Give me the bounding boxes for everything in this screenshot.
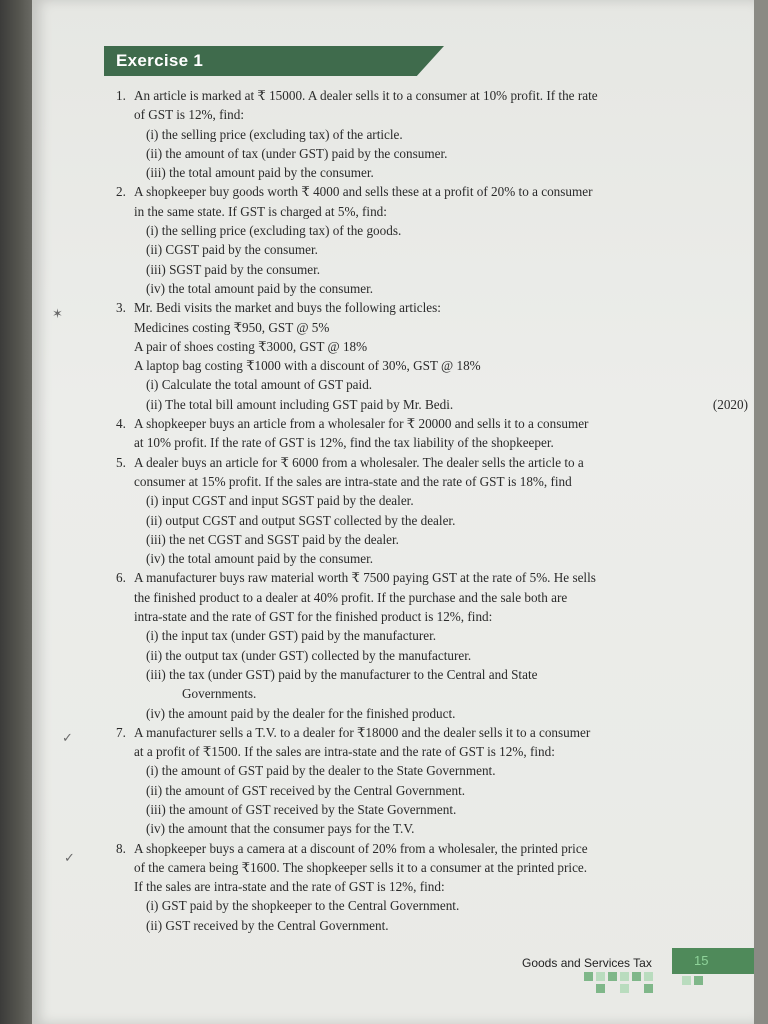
purchase-item: Medicines costing ₹950, GST @ 5% xyxy=(134,319,330,335)
question-5 xyxy=(116,453,748,569)
question-number: 3. xyxy=(116,300,126,316)
question-2 xyxy=(116,182,748,298)
question-number: 8. xyxy=(116,840,126,856)
sub-question: (i) the selling price (excluding tax) of the article. xyxy=(146,126,403,142)
exercise-title: Exercise 1 xyxy=(116,51,204,70)
sub-question: (i) Calculate the total amount of GST paid. xyxy=(146,377,373,393)
question-text: at a profit of ₹1500. If the sales are intra-state and the rate of GST is 12%, find: xyxy=(134,744,555,760)
exam-year: (2020) xyxy=(712,396,748,412)
sub-question: (iv) the amount paid by the dealer for the finished product. xyxy=(146,705,456,721)
decorative-square xyxy=(596,972,605,981)
question-text: A manufacturer buys raw material worth ₹ 7500 paying GST at the rate of 5%. He sells xyxy=(134,570,596,586)
sub-question: (ii) CGST paid by the consumer. xyxy=(146,242,318,258)
question-text: the finished product to a dealer at 40% profit. If the purchase and the sale both are xyxy=(134,589,568,605)
chapter-name: Goods and Services Tax xyxy=(522,956,652,970)
question-7 xyxy=(116,723,748,839)
decorative-square xyxy=(632,972,641,981)
sub-question: (i) the amount of GST paid by the dealer to the State Government. xyxy=(146,763,496,779)
question-text: of the camera being ₹1600. The shopkeeper sells it to a consumer at the printed price. xyxy=(134,859,588,875)
question-text: A shopkeeper buys an article from a wholesaler for ₹ 20000 and sells it to a consumer xyxy=(134,416,589,432)
pen-tick-icon: ✓ xyxy=(64,851,75,866)
pen-tick-icon: ✓ xyxy=(62,731,73,746)
question-6 xyxy=(116,568,748,722)
question-3 xyxy=(116,298,748,414)
sub-question: (ii) the amount of GST received by the Central Government. xyxy=(146,782,466,798)
question-4 xyxy=(116,414,748,453)
sub-question: (iii) SGST paid by the consumer. xyxy=(146,261,321,277)
sub-question: (iii) the amount of GST received by the State Government. xyxy=(146,801,457,817)
textbook-page xyxy=(32,0,754,1024)
question-1 xyxy=(116,86,748,182)
sub-question: (iii) the tax (under GST) paid by the manufacturer to the Central and State xyxy=(146,666,538,682)
sub-question: (iv) the total amount paid by the consumer. xyxy=(146,551,374,567)
question-text: If the sales are intra-state and the rate of GST is 12%, find: xyxy=(134,879,445,895)
purchase-item: A pair of shoes costing ₹3000, GST @ 18% xyxy=(134,338,368,354)
decorative-square xyxy=(584,972,593,981)
page-edge xyxy=(754,0,768,1024)
sub-question: (iii) the net CGST and SGST paid by the dealer. xyxy=(146,531,399,547)
pen-mark-icon: ✶ xyxy=(52,307,63,322)
decorative-square xyxy=(620,984,629,993)
sub-question: (i) the input tax (under GST) paid by the manufacturer. xyxy=(146,628,437,644)
question-8 xyxy=(116,839,748,935)
sub-question: (i) input CGST and input SGST paid by the dealer. xyxy=(146,493,414,509)
question-number: 2. xyxy=(116,184,126,200)
question-number: 6. xyxy=(116,570,126,586)
sub-question-text: (ii) The total bill amount including GST paid by Mr. Bedi. xyxy=(146,396,454,412)
book-spine-shadow xyxy=(0,0,32,1024)
decorative-square xyxy=(596,984,605,993)
sub-question: (iv) the amount that the consumer pays for the T.V. xyxy=(146,821,415,837)
question-text: A shopkeeper buys a camera at a discount of 20% from a wholesaler, the printed price xyxy=(134,840,588,856)
sub-question: (ii) GST received by the Central Government. xyxy=(146,917,389,933)
decorative-square xyxy=(644,984,653,993)
page-footer xyxy=(32,946,754,986)
sub-question: (i) GST paid by the shopkeeper to the Central Government. xyxy=(146,898,460,914)
question-text: A manufacturer sells a T.V. to a dealer for ₹18000 and the dealer sells it to a consumer xyxy=(134,724,591,740)
sub-question: (ii) the amount of tax (under GST) paid by the consumer. xyxy=(146,145,448,161)
question-number: 5. xyxy=(116,454,126,470)
decorative-square xyxy=(608,972,617,981)
question-text: in the same state. If GST is charged at 5%, find: xyxy=(134,203,387,219)
question-text: Mr. Bedi visits the market and buys the following articles: xyxy=(134,300,441,316)
question-number: 7. xyxy=(116,724,126,740)
question-text: at 10% profit. If the rate of GST is 12%, find the tax liability of the shopkeeper. xyxy=(134,435,554,451)
sub-question: Governments. xyxy=(182,686,257,702)
question-number: 1. xyxy=(116,88,126,103)
question-text: consumer at 15% profit. If the sales are intra-state and the rate of GST is 18%, find xyxy=(134,473,572,489)
sub-question: (ii) output CGST and output SGST collected by the dealer. xyxy=(146,512,456,528)
question-text: of GST is 12%, find: xyxy=(134,107,245,123)
sub-question: (iii) the total amount paid by the consumer. xyxy=(146,165,374,181)
sub-question: (ii) the output tax (under GST) collected by the manufacturer. xyxy=(146,647,472,663)
decorative-square xyxy=(694,976,703,985)
sub-question xyxy=(116,395,748,414)
decorative-square xyxy=(682,976,691,985)
exercise-content xyxy=(116,86,748,935)
page-number: 15 xyxy=(694,953,709,968)
sub-question: (iv) the total amount paid by the consumer. xyxy=(146,280,374,296)
footer-accent-bar xyxy=(672,948,754,974)
question-text: A dealer buys an article for ₹ 6000 from a wholesaler. The dealer sells the article to a xyxy=(134,454,584,470)
sub-question: (i) the selling price (excluding tax) of the goods. xyxy=(146,223,402,239)
question-text: A shopkeeper buy goods worth ₹ 4000 and sells these at a profit of 20% to a consumer xyxy=(134,184,593,200)
purchase-item: A laptop bag costing ₹1000 with a discount of 30%, GST @ 18% xyxy=(134,358,481,374)
decorative-square xyxy=(644,972,653,981)
question-number: 4. xyxy=(116,416,126,432)
decorative-square xyxy=(620,972,629,981)
question-text: intra-state and the rate of GST for the finished product is 12%, find: xyxy=(134,609,493,625)
question-text: An article is marked at ₹ 15000. A dealer sells it to a consumer at 10% profit. If the rate xyxy=(134,88,598,103)
